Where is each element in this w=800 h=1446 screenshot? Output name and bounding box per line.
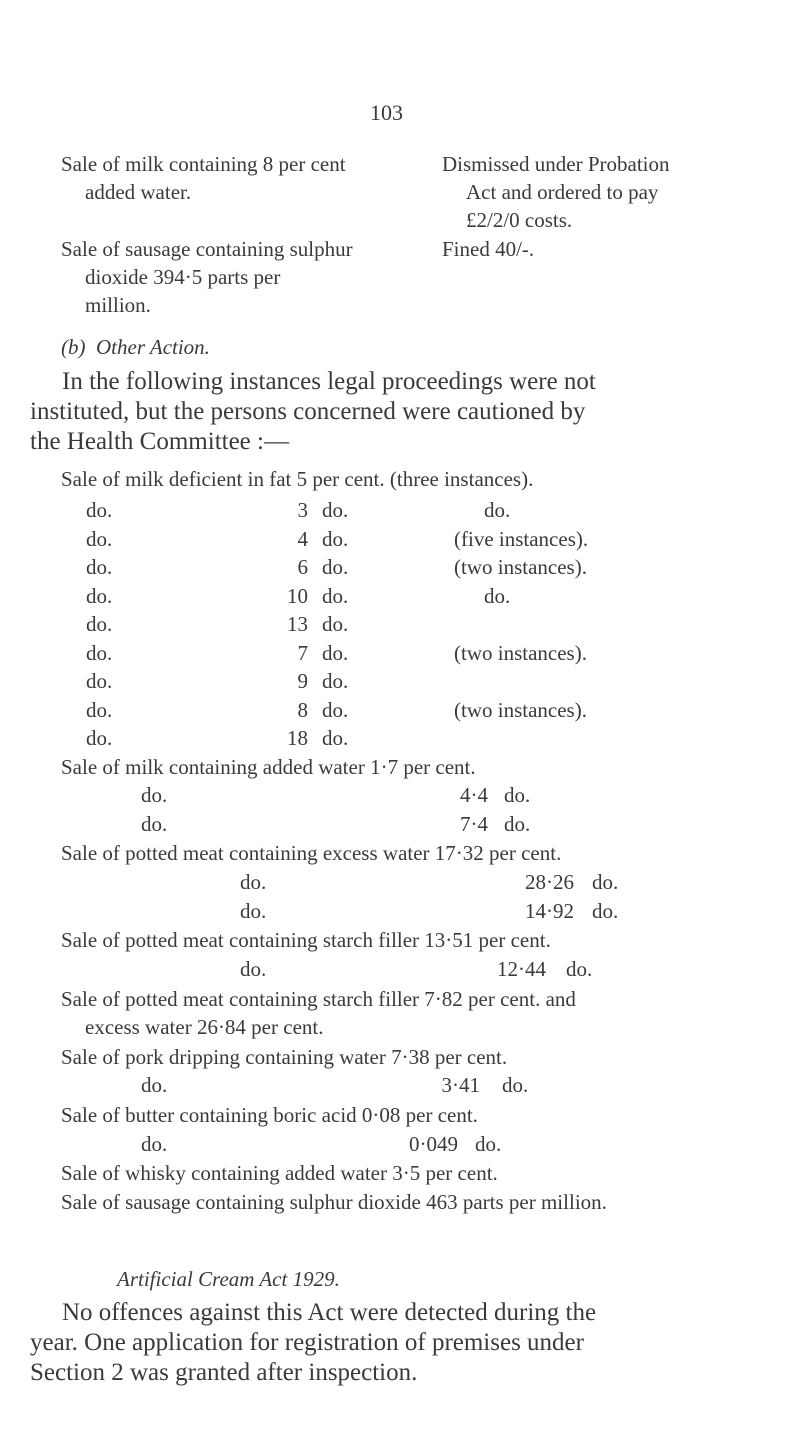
offence-text: Sale of sausage containing sulphur dioxide 394·5 parts per million. — [61, 237, 353, 317]
milk-water-row: do. 4·4 do. — [141, 783, 531, 807]
pork-dripping-first-line: Sale of pork dripping containing water 7·38 per cent. — [61, 1045, 508, 1069]
pork-dripping-table — [0, 1071, 800, 1100]
milk-water-first-line: Sale of milk containing added water 1·7 per cent. — [61, 755, 476, 779]
butter-row: do. 0·049 do. — [141, 1132, 502, 1156]
potted-starch-table — [0, 955, 800, 984]
milk-fat-row: do. 8 do. (two instances). — [86, 697, 587, 722]
milk-fat-row: do. 3 do. do. — [86, 498, 511, 522]
potted-starch-water-entry: Sale of potted meat containing starch filler 7·82 per cent. and excess water 26·84 per cent. — [61, 987, 576, 1039]
other-action-heading: (b) Other Action. — [61, 335, 210, 359]
milk-fat-row: do. 7 do. (two instances). — [86, 640, 587, 665]
milk-fat-row: do. 9 do. — [86, 669, 349, 693]
milk-fat-row: do. 18 do. — [86, 726, 349, 750]
page-number: 103 — [370, 100, 403, 125]
result-text: Dismissed under Probation Act and ordered to pay £2/2/0 costs. — [442, 152, 670, 232]
milk-fat-first-line: Sale of milk deficient in fat 5 per cent. (three instances). — [61, 467, 534, 491]
potted-starch-first-line: Sale of potted meat containing starch filler 13·51 per cent. — [61, 928, 551, 952]
sausage-entry: Sale of sausage containing sulphur dioxide 463 parts per million. — [61, 1190, 607, 1214]
milk-fat-table — [0, 496, 800, 753]
artificial-cream-heading: Artificial Cream Act 1929. — [117, 1267, 340, 1291]
result-text: Fined 40/-. — [442, 237, 535, 261]
butter-table — [0, 1130, 800, 1159]
milk-fat-row: do. 6 do. (two instances). — [86, 555, 587, 579]
potted-water-first-line: Sale of potted meat containing excess water 17·32 per cent. — [61, 841, 562, 865]
pork-dripping-row: do. 3·41 do. — [141, 1073, 529, 1097]
milk-water-row: do. 7·4 do. — [141, 812, 531, 836]
other-action-intro: In the following instances legal proceedings were not instituted, but the persons concerned were cautioned by the Health Committee :— — [30, 368, 596, 455]
milk-fat-row: do. 4 do. (five instances). — [86, 526, 589, 551]
potted-water-row: do. 14·92 do. — [240, 899, 619, 923]
milk-water-table — [0, 781, 800, 839]
artificial-cream-body: No offences against this Act were detected during the year. One application for registration of premises under Section 2 was granted after inspection. — [30, 1299, 597, 1386]
potted-water-row: do. 28·26 do. — [240, 870, 619, 894]
milk-fat-row: do. 10 do. do. — [86, 583, 511, 608]
milk-fat-row: do. 13 do. — [86, 612, 349, 636]
whisky-entry: Sale of whisky containing added water 3·5 per cent. — [61, 1161, 498, 1185]
potted-water-table — [0, 868, 800, 926]
potted-starch-row: do. 12·44 do. — [240, 957, 593, 981]
butter-first-line: Sale of butter containing boric acid 0·08 per cent. — [61, 1103, 478, 1127]
offence-text: Sale of milk containing 8 per cent added water. — [61, 152, 346, 204]
